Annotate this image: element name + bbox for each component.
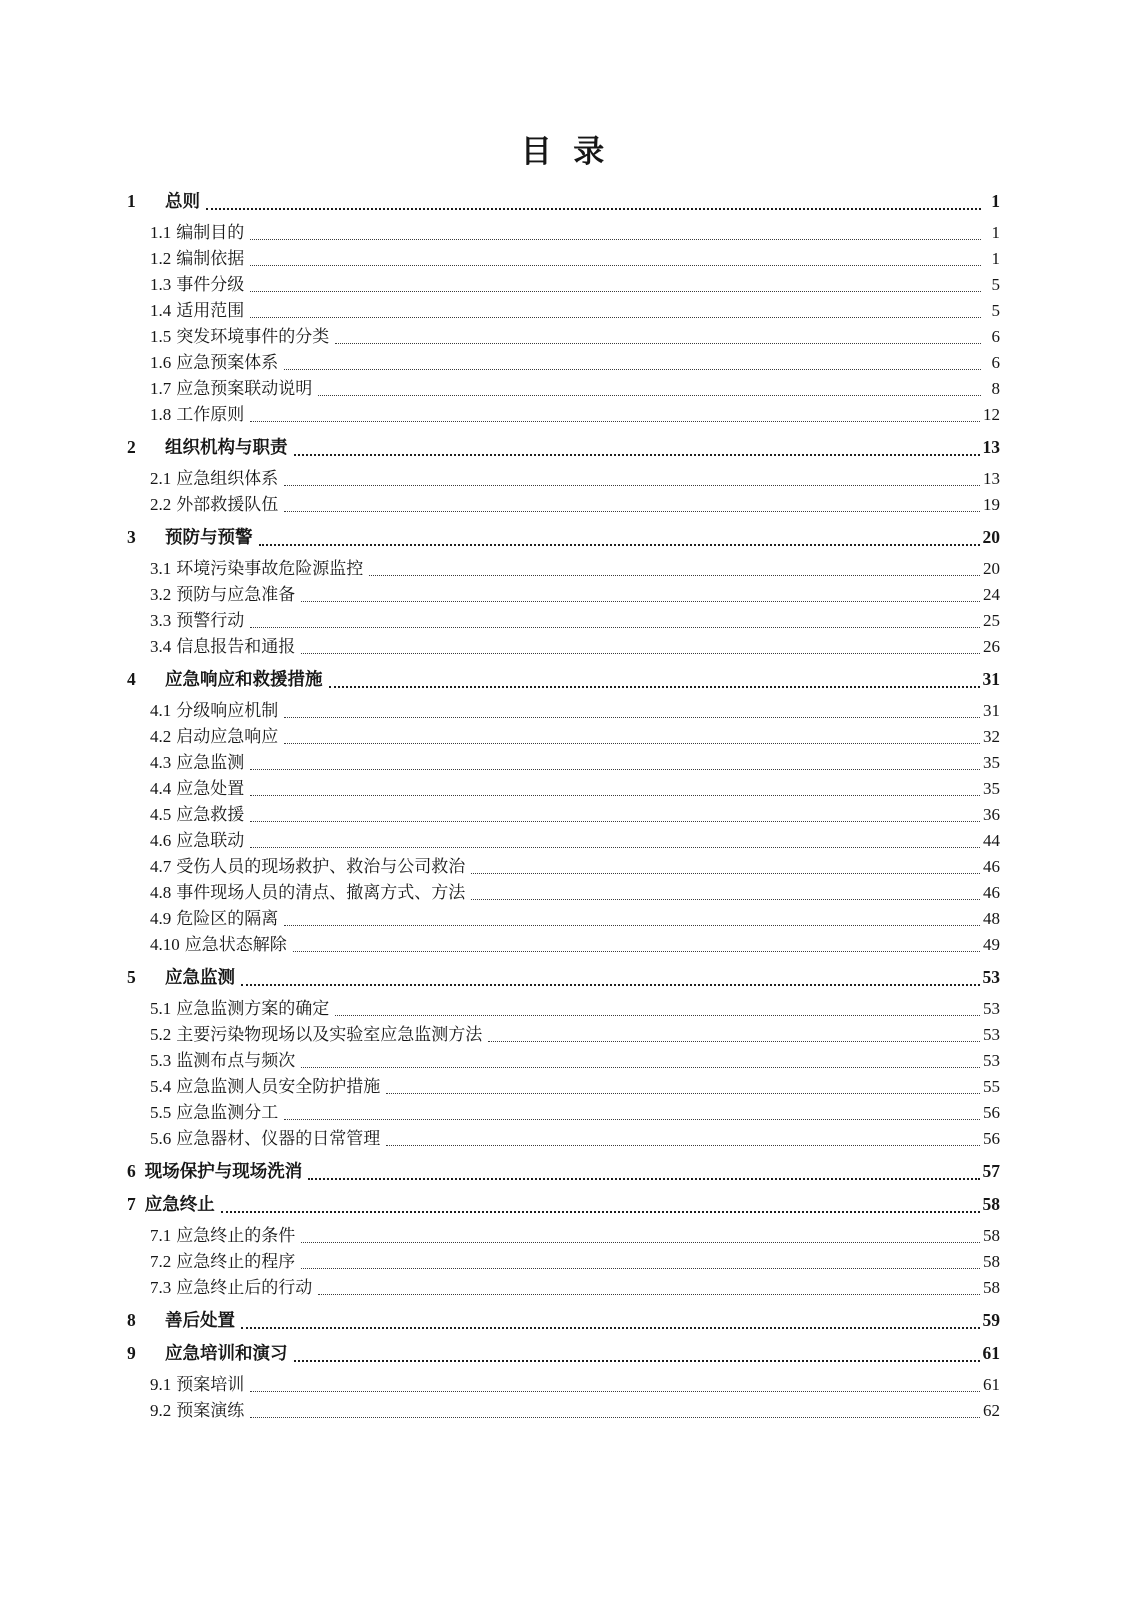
toc-entry[interactable]: [127, 1047, 1000, 1073]
toc-entry-title[interactable]: 善后处置: [165, 1310, 235, 1330]
toc-entry-page: 26: [983, 637, 1000, 656]
toc-entry-page: 62: [983, 1401, 1000, 1420]
toc-entry-title[interactable]: 应急培训和演习: [165, 1343, 288, 1363]
toc-entry-number: 4.2: [150, 727, 172, 746]
toc-entry-page: 32: [983, 727, 1000, 746]
toc-entry[interactable]: [127, 1191, 1000, 1217]
toc-entry[interactable]: [127, 297, 1000, 323]
toc-entry-number: 9: [127, 1343, 136, 1363]
toc-entry-page: 49: [983, 935, 1000, 954]
dot-leader: [301, 1067, 980, 1068]
toc-entry[interactable]: [127, 434, 1000, 460]
toc-entry[interactable]: [127, 581, 1000, 607]
toc-entry[interactable]: [127, 1125, 1000, 1151]
dot-leader: [386, 1093, 980, 1094]
toc-entry-page: 53: [983, 999, 1000, 1018]
dot-leader: [301, 653, 980, 654]
toc-entry[interactable]: [127, 931, 1000, 957]
dot-leader: [206, 208, 981, 210]
toc-entry-title[interactable]: 应急监测方案的确定: [176, 999, 330, 1018]
toc-entry-number: 1.4: [150, 301, 172, 320]
dot-leader: [284, 743, 980, 744]
toc-entry-page: 58: [983, 1252, 1000, 1271]
dot-leader: [335, 1015, 980, 1016]
toc-entry-title[interactable]: 启动应急响应: [176, 727, 279, 746]
toc-entry-page: 31: [982, 669, 1000, 689]
toc-entry-page: 55: [983, 1077, 1000, 1096]
toc-entry[interactable]: [127, 401, 1000, 427]
toc-entry-page: 44: [983, 831, 1000, 850]
dot-leader: [369, 575, 980, 576]
toc-entry[interactable]: [127, 905, 1000, 931]
toc-entry-number: 5.4: [150, 1077, 172, 1096]
toc-entry[interactable]: [127, 853, 1000, 879]
toc-entry-title[interactable]: 现场保护与现场洗消: [144, 1161, 303, 1181]
dot-leader: [308, 1178, 979, 1180]
toc-entry-number: 4.10: [150, 935, 180, 954]
dot-leader: [250, 1417, 980, 1418]
toc-entry-title[interactable]: 预警行动: [176, 611, 245, 630]
toc-entry-number: 3.1: [150, 559, 172, 578]
toc-entry-page: 25: [983, 611, 1000, 630]
toc-entry-page: 46: [983, 857, 1000, 876]
toc-entry-number: 1.1: [150, 223, 172, 242]
toc-entry-title[interactable]: 预防与预警: [165, 527, 253, 547]
toc-entry-title[interactable]: 应急响应和救援措施: [165, 669, 323, 689]
dot-leader: [318, 395, 981, 396]
toc-entry-page: 8: [991, 379, 1000, 398]
toc-entry[interactable]: [127, 375, 1000, 401]
toc-entry-number: 5.3: [150, 1051, 172, 1070]
toc-entry[interactable]: [127, 1307, 1000, 1333]
toc-entry-title[interactable]: 应急终止的程序: [176, 1252, 296, 1271]
toc-entry-page: 56: [983, 1129, 1000, 1148]
toc-entry-title[interactable]: 应急预案联动说明: [176, 379, 313, 398]
dot-leader: [301, 1268, 980, 1269]
toc-entry-title[interactable]: 外部救援队伍: [176, 495, 279, 514]
dot-leader: [250, 421, 980, 422]
dot-leader: [301, 1242, 980, 1243]
toc-entry-title[interactable]: 组织机构与职责: [165, 437, 288, 457]
toc-entry-title[interactable]: 应急状态解除: [184, 935, 287, 954]
dot-leader: [250, 795, 980, 796]
toc-entry-title[interactable]: 总则: [165, 191, 200, 211]
toc-entry-page: 58: [983, 1226, 1000, 1245]
toc-entry[interactable]: [127, 827, 1000, 853]
toc-entry-title[interactable]: 预案演练: [176, 1401, 245, 1420]
toc-entry-number: 7.3: [150, 1278, 172, 1297]
toc-entry[interactable]: [127, 349, 1000, 375]
toc-entry-title[interactable]: 应急救援: [176, 805, 245, 824]
toc-entry-page: 12: [983, 405, 1000, 424]
toc-entry-title[interactable]: 主要污染物现场以及实验室应急监测方法: [176, 1025, 483, 1044]
toc-entry-title[interactable]: 预防与应急准备: [176, 585, 296, 604]
toc-entry-title[interactable]: 应急器材、仪器的日常管理: [176, 1129, 381, 1148]
toc-entry-number: 3.4: [150, 637, 172, 656]
toc-entry[interactable]: [127, 1371, 1000, 1397]
toc-entry-page: 61: [982, 1343, 1000, 1363]
dot-leader: [259, 544, 980, 546]
toc: [127, 188, 1000, 1423]
toc-entry-page: 24: [983, 585, 1000, 604]
toc-entry[interactable]: [127, 1274, 1000, 1300]
toc-entry[interactable]: [127, 964, 1000, 990]
toc-entry[interactable]: [127, 1021, 1000, 1047]
toc-entry-page: 19: [983, 495, 1000, 514]
toc-entry-page: 59: [982, 1310, 1000, 1330]
toc-entry-number: 4.8: [150, 883, 172, 902]
toc-entry-number: 7.1: [150, 1226, 172, 1245]
toc-entry-title[interactable]: 应急监测: [165, 967, 235, 987]
toc-entry-title[interactable]: 应急监测: [176, 753, 245, 772]
page-title: 目 录: [520, 134, 607, 169]
toc-entry-page: 5: [991, 275, 1000, 294]
toc-entry[interactable]: [127, 1099, 1000, 1125]
toc-entry[interactable]: [127, 801, 1000, 827]
toc-entry-title[interactable]: 应急终止的条件: [176, 1226, 296, 1245]
toc-entry-page: 53: [983, 1025, 1000, 1044]
dot-leader: [294, 454, 980, 456]
toc-entry-number: 4: [127, 669, 136, 689]
dot-leader: [386, 1145, 980, 1146]
toc-entry-number: 1.3: [150, 275, 172, 294]
toc-entry[interactable]: [127, 1248, 1000, 1274]
toc-entry-title[interactable]: 危险区的隔离: [176, 909, 279, 928]
toc-entry[interactable]: [127, 323, 1000, 349]
toc-entry-title[interactable]: 编制目的: [176, 223, 245, 242]
toc-entry-page: 13: [983, 469, 1000, 488]
toc-entry[interactable]: [127, 245, 1000, 271]
toc-entry[interactable]: [127, 607, 1000, 633]
toc-entry-title[interactable]: 应急监测人员安全防护措施: [176, 1077, 381, 1096]
dot-leader: [284, 717, 980, 718]
toc-entry-page: 6: [991, 353, 1000, 372]
toc-entry-title[interactable]: 应急联动: [176, 831, 245, 850]
toc-entry-page: 13: [982, 437, 1000, 457]
toc-entry-page: 6: [991, 327, 1000, 346]
toc-entry-page: 53: [982, 967, 1000, 987]
toc-entry-number: 4.4: [150, 779, 172, 798]
dot-leader: [284, 1119, 980, 1120]
toc-entry-number: 4.7: [150, 857, 172, 876]
toc-entry[interactable]: [127, 1073, 1000, 1099]
toc-entry-number: 3.3: [150, 611, 172, 630]
toc-entry[interactable]: [127, 697, 1000, 723]
toc-entry[interactable]: [127, 1222, 1000, 1248]
dot-leader: [318, 1294, 980, 1295]
dot-leader: [301, 601, 980, 602]
toc-entry-number: 2: [127, 437, 136, 457]
toc-entry-title[interactable]: 工作原则: [176, 405, 245, 424]
toc-entry-number: 5.5: [150, 1103, 172, 1122]
toc-entry-number: 1.6: [150, 353, 172, 372]
toc-entry-number: 1.7: [150, 379, 172, 398]
toc-entry-page: 35: [983, 753, 1000, 772]
dot-leader: [329, 686, 980, 688]
toc-entry-number: 8: [127, 1310, 136, 1330]
dot-leader: [294, 1360, 980, 1362]
toc-entry-page: 46: [983, 883, 1000, 902]
toc-entry-page: 58: [982, 1194, 1000, 1214]
toc-entry-number: 4.1: [150, 701, 172, 720]
dot-leader: [293, 951, 980, 952]
toc-entry-title[interactable]: 信息报告和通报: [176, 637, 296, 656]
toc-entry-page: 57: [982, 1161, 1000, 1181]
toc-entry-page: 20: [983, 559, 1000, 578]
dot-leader: [488, 1041, 980, 1042]
toc-entry-number: 5.1: [150, 999, 172, 1018]
toc-entry-number: 1.2: [150, 249, 172, 268]
toc-entry-page: 58: [983, 1278, 1000, 1297]
toc-entry-title[interactable]: 应急组织体系: [176, 469, 279, 488]
toc-entry-number: 5: [127, 967, 136, 987]
toc-entry-page: 36: [983, 805, 1000, 824]
toc-entry[interactable]: [127, 465, 1000, 491]
toc-entry[interactable]: [127, 633, 1000, 659]
toc-entry-page: 20: [982, 527, 1000, 547]
toc-entry-title[interactable]: 应急终止后的行动: [176, 1278, 313, 1297]
dot-leader: [284, 511, 980, 512]
dot-leader: [241, 1327, 980, 1329]
toc-entry-page: 5: [991, 301, 1000, 320]
toc-entry[interactable]: [127, 188, 1000, 214]
dot-leader: [241, 984, 980, 986]
toc-entry-title[interactable]: 应急终止: [144, 1194, 215, 1214]
toc-entry-title[interactable]: 编制依据: [176, 249, 245, 268]
toc-entry-number: 5.2: [150, 1025, 172, 1044]
toc-entry-number: 3.2: [150, 585, 172, 604]
toc-entry[interactable]: [127, 775, 1000, 801]
dot-leader: [250, 1391, 980, 1392]
toc-entry-page: 56: [983, 1103, 1000, 1122]
dot-leader: [250, 821, 980, 822]
toc-entry-number: 9.2: [150, 1401, 172, 1420]
toc-entry[interactable]: [127, 271, 1000, 297]
toc-entry-number: 1.5: [150, 327, 172, 346]
toc-entry-number: 6: [127, 1161, 136, 1181]
dot-leader: [471, 899, 980, 900]
toc-entry-number: 7: [127, 1194, 136, 1214]
dot-leader: [250, 847, 980, 848]
toc-entry[interactable]: [127, 1397, 1000, 1423]
dot-leader: [250, 265, 981, 266]
toc-entry[interactable]: [127, 491, 1000, 517]
toc-entry-title[interactable]: 适用范围: [176, 301, 245, 320]
toc-entry-number: 9.1: [150, 1375, 172, 1394]
toc-entry-page: 31: [983, 701, 1000, 720]
toc-entry[interactable]: [127, 723, 1000, 749]
toc-entry-number: 2.1: [150, 469, 172, 488]
toc-entry-title[interactable]: 事件分级: [176, 275, 245, 294]
toc-entry-page: 53: [983, 1051, 1000, 1070]
toc-entry-page: 1: [991, 191, 1000, 211]
toc-entry-title[interactable]: 环境污染事故危险源监控: [176, 559, 364, 578]
toc-entry-title[interactable]: 应急处置: [176, 779, 245, 798]
toc-entry-number: 2.2: [150, 495, 172, 514]
toc-entry-title[interactable]: 应急预案体系: [176, 353, 279, 372]
toc-entry[interactable]: [127, 995, 1000, 1021]
dot-leader: [284, 485, 980, 486]
toc-entry[interactable]: [127, 879, 1000, 905]
toc-entry-title[interactable]: 分级响应机制: [176, 701, 279, 720]
dot-leader: [250, 769, 980, 770]
dot-leader: [250, 239, 981, 240]
toc-entry[interactable]: [127, 1158, 1000, 1184]
toc-entry-title[interactable]: 受伤人员的现场救护、救治与公司救治: [176, 857, 466, 876]
toc-entry-number: 4.9: [150, 909, 172, 928]
toc-entry-number: 4.6: [150, 831, 172, 850]
toc-entry-title[interactable]: 监测布点与频次: [176, 1051, 296, 1070]
toc-entry-number: 4.5: [150, 805, 172, 824]
toc-entry-number: 7.2: [150, 1252, 172, 1271]
dot-leader: [284, 925, 980, 926]
toc-entry-number: 3: [127, 527, 136, 547]
dot-leader: [250, 317, 981, 318]
toc-entry-title[interactable]: 事件现场人员的清点、撤离方式、方法: [176, 883, 466, 902]
toc-entry-title[interactable]: 应急监测分工: [176, 1103, 279, 1122]
toc-entry-page: 61: [983, 1375, 1000, 1394]
toc-entry-title[interactable]: 预案培训: [176, 1375, 245, 1394]
toc-entry[interactable]: [127, 524, 1000, 550]
dot-leader: [250, 627, 980, 628]
toc-entry[interactable]: [127, 749, 1000, 775]
toc-entry-number: 4.3: [150, 753, 172, 772]
dot-leader: [250, 291, 981, 292]
toc-entry-title[interactable]: 突发环境事件的分类: [176, 327, 330, 346]
toc-entry-number: 5.6: [150, 1129, 172, 1148]
dot-leader: [284, 369, 981, 370]
dot-leader: [471, 873, 980, 874]
toc-entry[interactable]: [127, 666, 1000, 692]
toc-entry-page: 48: [983, 909, 1000, 928]
toc-entry[interactable]: [127, 219, 1000, 245]
toc-entry[interactable]: [127, 1340, 1000, 1366]
toc-entry[interactable]: [127, 555, 1000, 581]
toc-entry-page: 1: [991, 223, 1000, 242]
toc-entry-number: 1: [127, 191, 136, 211]
toc-entry-number: 1.8: [150, 405, 172, 424]
toc-entry-page: 1: [991, 249, 1000, 268]
dot-leader: [221, 1211, 980, 1213]
toc-entry-page: 35: [983, 779, 1000, 798]
dot-leader: [335, 343, 981, 344]
